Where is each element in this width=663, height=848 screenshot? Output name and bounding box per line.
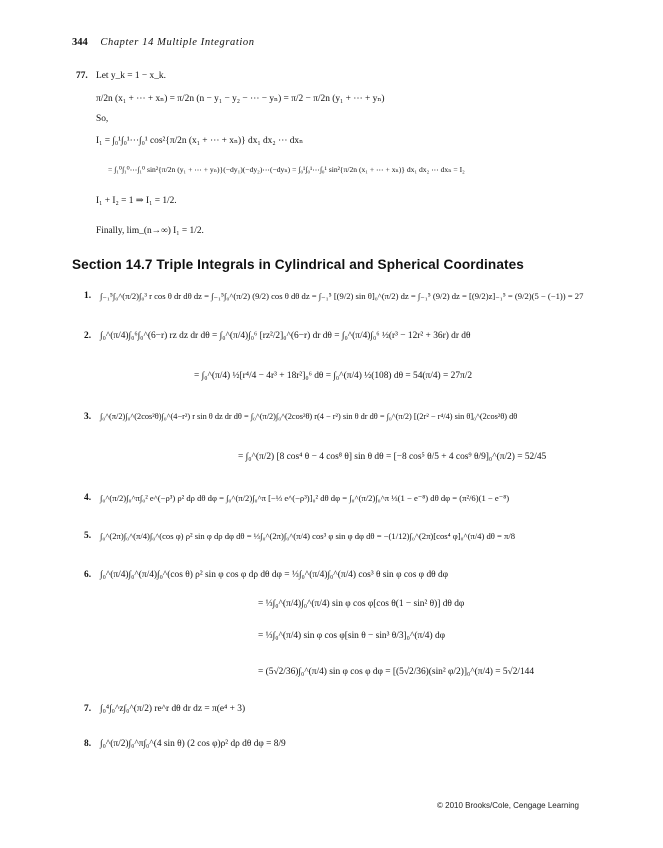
problem-number: 1.: [84, 291, 92, 301]
page-number: 344: [72, 37, 88, 48]
problem-6-line-2: = ⅓∫₀^(π/4)∫₀^(π/4) sin φ cos φ[cos θ(1 − sin² θ)] dθ dφ: [258, 599, 465, 609]
problem-number: 4.: [84, 493, 92, 503]
problem-2-line-1: ∫₀^(π/4)∫₀⁶∫₀^(6−r) rz dz dr dθ = ∫₀^(π/4)∫₀⁶ [rz²/2]₀^(6−r) dr dθ = ∫₀^(π/4)∫₀⁶ ½(r³ − 12r² + 36r) dr dθ: [100, 331, 471, 341]
problem-8: [84, 738, 91, 750]
problem-1-line-1: ∫₋₁⁵∫₀^(π/2)∫₀³ r cos θ dr dθ dz = ∫₋₁⁵∫₀^(π/2) (9/2) cos θ dθ dz = ∫₋₁⁵ [(9/2) sin θ]₀^(π/2) dz = ∫₋₁⁵ (9/2) dz = [(9/2)z]₋₁⁵ = (9/2)(5 − (−1)) = 27: [100, 291, 584, 301]
problem-4-line-1: ∫₀^(π/2)∫₀^π∫₀² e^(−ρ³) ρ² dρ dθ dφ = ∫₀^(π/2)∫₀^π [−⅓ e^(−ρ³)]₀² dθ dφ = ∫₀^(π/2)∫₀^π ⅓(1 − e⁻⁸) dθ dφ = (π²/6)(1 − e⁻⁸): [100, 493, 510, 503]
problem-5-line-1: ∫₀^(2π)∫₀^(π/4)∫₀^(cos φ) ρ² sin φ dρ dφ dθ = ⅓∫₀^(2π)∫₀^(π/4) cos³ φ sin φ dφ dθ = −(1/12)∫₀^(2π)[cos⁴ φ]₀^(π/4) dθ = π/8: [100, 531, 516, 541]
problem-3-line-2: = ∫₀^(π/2) [8 cos⁴ θ − 4 cos⁸ θ] sin θ dθ = [−8 cos⁵ θ/5 + 4 cos⁹ θ/9]₀^(π/2) = 52/45: [238, 452, 547, 462]
page-header: [72, 37, 255, 48]
problem-number: 3.: [84, 412, 92, 422]
problem-6-line-4: = (5√2/36)∫₀^(π/4) sin φ cos φ dφ = [(5√2/36)(sin² φ/2)]₀^(π/4) = 5√2/144: [258, 667, 535, 677]
problem-77-number: 77.: [76, 71, 88, 81]
problem-7-line-1: ∫₀⁴∫₀^z∫₀^(π/2) re^r dθ dr dz = π(e⁴ + 3): [100, 704, 246, 714]
problem-77-line-5: = ∫₁⁰∫₁⁰⋯∫₁⁰ sin²{π/2n (y₁ + ⋯ + yₙ)}(−dy₁)(−dy₂)⋯(−dyₙ) = ∫₀¹∫₀¹⋯∫₀¹ sin²{π/2n (x₁ + ⋯ + xₙ)} dx₁ dx₂ ⋯ dxₙ = I₂: [108, 165, 465, 174]
problem-2: [84, 330, 91, 342]
problem-number: 2.: [84, 331, 92, 341]
problem-3: [84, 411, 91, 423]
problem-8-line-1: ∫₀^(π/2)∫₀^π∫₀^(4 sin θ) (2 cos φ)ρ² dρ dθ dφ = 8/9: [100, 739, 286, 749]
problem-77-line-6: I₁ + I₂ = 1 ⇒ I₁ = 1/2.: [96, 196, 177, 206]
problem-4: [84, 492, 91, 504]
problem-number: 5.: [84, 531, 92, 541]
problem-2-line-2: = ∫₀^(π/4) ½[r⁴/4 − 4r³ + 18r²]₀⁶ dθ = ∫₀^(π/4) ½(108) dθ = 54(π/4) = 27π/2: [194, 371, 473, 381]
problem-number: 7.: [84, 704, 92, 714]
problem-6: [84, 569, 91, 581]
problem-77-line-7: Finally, lim_(n→∞) I₁ = 1/2.: [96, 226, 204, 236]
problem-6-line-1: ∫₀^(π/4)∫₀^(π/4)∫₀^(cos θ) ρ² sin φ cos φ dρ dθ dφ = ⅓∫₀^(π/4)∫₀^(π/4) cos³ θ sin φ cos φ dθ dφ: [100, 570, 449, 580]
problem-77-line-2: π/2n (x₁ + ⋯ + xₙ) = π/2n (n − y₁ − y₂ − ⋯ − yₙ) = π/2 − π/2n (y₁ + ⋯ + yₙ): [96, 94, 385, 104]
problem-1: [84, 290, 91, 302]
copyright-footer: © 2010 Brooks/Cole, Cengage Learning: [437, 801, 579, 810]
problem-3-line-1: ∫₀^(π/2)∫₀^(2cos²θ)∫₀^(4−r²) r sin θ dz dr dθ = ∫₀^(π/2)∫₀^(2cos²θ) r(4 − r²) sin θ dr dθ = ∫₀^(π/2) [(2r² − r⁴/4) sin θ]₀^(2cos²θ) dθ: [100, 412, 518, 421]
problem-6-line-3: = ⅓∫₀^(π/4) sin φ cos φ[sin θ − sin³ θ/3]₀^(π/4) dφ: [258, 631, 446, 641]
problem-5: [84, 530, 91, 542]
chapter-title: Chapter 14 Multiple Integration: [100, 37, 255, 48]
problem-77-line-1: Let y_k = 1 − x_k.: [96, 71, 166, 81]
problem-77-line-4: I₁ = ∫₀¹∫₀¹⋯∫₀¹ cos²{π/2n (x₁ + ⋯ + xₙ)} dx₁ dx₂ ⋯ dxₙ: [96, 136, 304, 146]
problem-7: [84, 703, 91, 715]
problem-77-line-3: So,: [96, 114, 109, 124]
problem-number: 8.: [84, 739, 92, 749]
problem-number: 6.: [84, 570, 92, 580]
section-title: Section 14.7 Triple Integrals in Cylindrical and Spherical Coordinates: [72, 257, 524, 272]
